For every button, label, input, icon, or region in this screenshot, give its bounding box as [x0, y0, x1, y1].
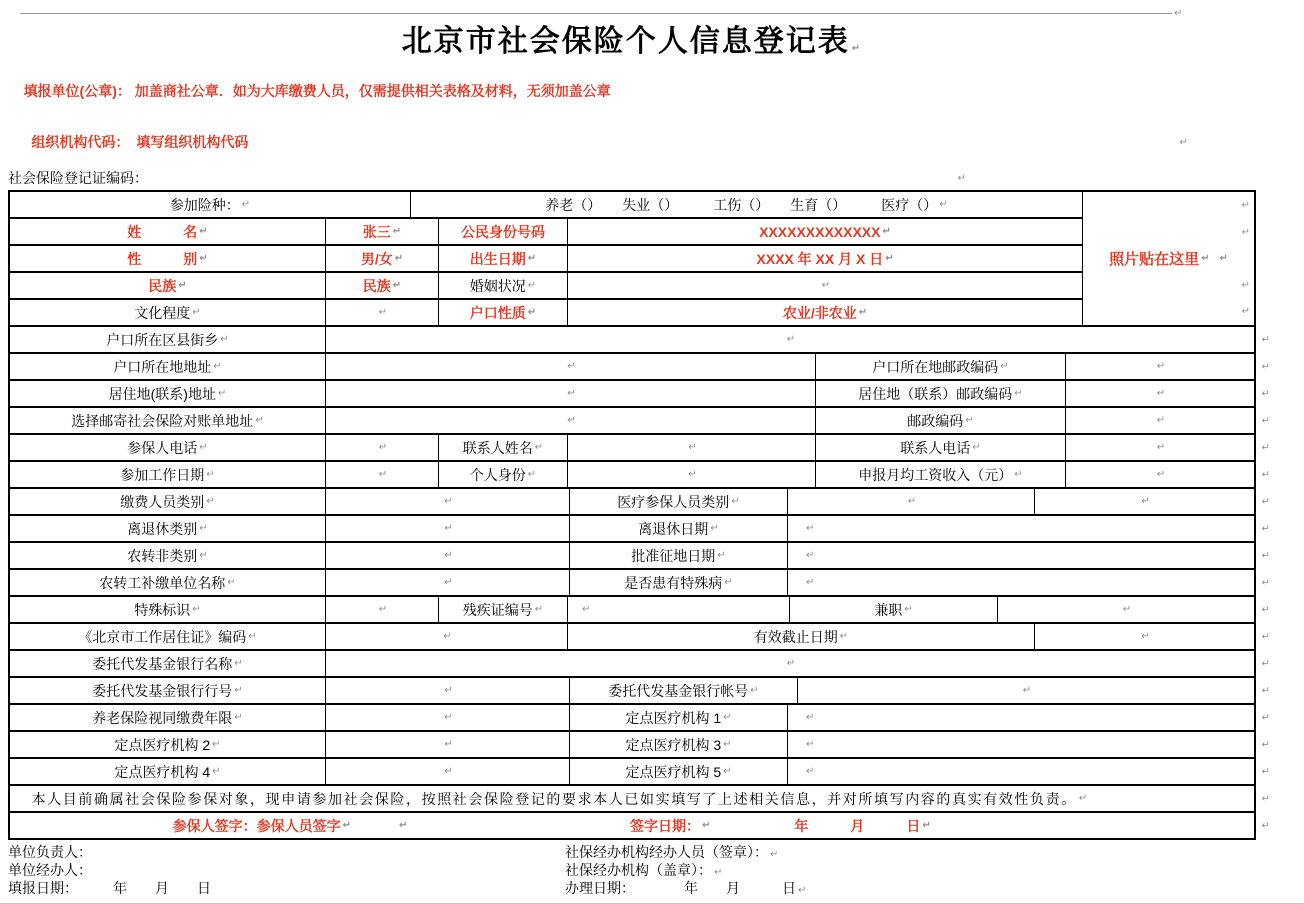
pilcrow-mark: ↵ — [1241, 306, 1250, 317]
valid-until-value[interactable] — [1034, 624, 1254, 649]
pilcrow-mark: ↵ — [1261, 793, 1270, 804]
insurance-types-label: 参加险种： ↵ — [169, 196, 251, 213]
pilcrow-mark: ↵ — [582, 604, 591, 615]
bank-branch-label: 委托代发基金银行行号 ↵ — [92, 682, 243, 699]
pilcrow-mark: ↵ — [1261, 334, 1270, 345]
contact-phone-label: 联系人电话 ↵ — [815, 435, 1065, 460]
registration-no-label: 社会保险登记证编码： — [8, 170, 148, 186]
rural-to-urban-value[interactable] — [325, 543, 569, 568]
gender-row — [10, 244, 1082, 271]
ethnicity-label: 民族 ↵ — [148, 277, 187, 294]
pilcrow-mark: ↵ — [527, 307, 537, 318]
name-row — [10, 217, 1082, 244]
pilcrow-mark: ↵ — [1261, 523, 1270, 534]
mailing-postcode-value[interactable] — [1065, 408, 1254, 433]
special-disease-value[interactable] — [787, 570, 1254, 595]
hospital-4-5-row — [10, 757, 1270, 784]
pilcrow-mark: ↵ — [378, 604, 388, 615]
pilcrow-mark: ↵ — [1141, 496, 1150, 507]
insurance-types-row — [10, 192, 1082, 217]
process-date-label: 办理日期： 年 月 日 ↵ — [565, 880, 807, 896]
pilcrow-mark: ↵ — [972, 442, 981, 453]
bank-name-value[interactable] — [325, 651, 1254, 676]
pilcrow-mark: ↵ — [714, 867, 723, 878]
pilcrow-mark: ↵ — [1201, 253, 1210, 264]
supplement-unit-value[interactable] — [325, 570, 569, 595]
pilcrow-mark: ↵ — [234, 658, 243, 669]
pilcrow-mark: ↵ — [1261, 442, 1270, 453]
valid-until-label: 有效截止日期 ↵ — [567, 624, 1034, 649]
pilcrow-mark: ↵ — [1261, 496, 1270, 507]
pilcrow-mark: ↵ — [192, 307, 201, 318]
pilcrow-mark: ↵ — [1261, 469, 1270, 480]
registration-form-table — [8, 190, 1270, 840]
insured-phone-row — [10, 433, 1270, 460]
pilcrow-mark: ↵ — [534, 604, 544, 615]
hukou-district-value[interactable] — [325, 327, 1254, 352]
pilcrow-mark: ↵ — [199, 442, 208, 453]
pilcrow-mark: ↵ — [1261, 577, 1270, 588]
mailing-address-label: 选择邮寄社会保险对账单地址 ↵ — [71, 412, 264, 429]
pilcrow-mark: ↵ — [806, 766, 815, 777]
special-flag-row — [10, 595, 1270, 622]
work-start-row — [10, 460, 1270, 487]
medical-category-value[interactable] — [787, 489, 1034, 514]
signature-row — [10, 811, 1270, 838]
pilcrow-mark: ↵ — [688, 442, 697, 453]
education-label: 文化程度 ↵ — [134, 304, 201, 321]
medical-category-label: 医疗参保人员类别 ↵ — [569, 489, 787, 514]
pilcrow-mark: ↵ — [839, 631, 849, 642]
pilcrow-mark: ↵ — [444, 766, 453, 777]
pilcrow-mark: ↵ — [241, 199, 251, 210]
pilcrow-mark: ↵ — [885, 253, 894, 264]
marital-status-value[interactable] — [567, 273, 1082, 298]
special-disease-label: 是否患有特殊病 ↵ — [569, 570, 787, 595]
part-time-value[interactable] — [997, 597, 1254, 622]
note-org-code-row — [8, 117, 1188, 168]
hospital-4-value[interactable] — [325, 759, 569, 784]
mailing-postcode-label: 邮政编码 ↵ — [815, 408, 1065, 433]
pilcrow-mark: ↵ — [1000, 361, 1009, 372]
work-permit-row — [10, 622, 1270, 649]
education-row — [10, 298, 1082, 325]
pilcrow-mark: ↵ — [527, 280, 537, 291]
citizen-id-value[interactable]: XXXXXXXXXXXXX ↵ — [567, 219, 1082, 244]
pilcrow-mark: ↵ — [378, 307, 388, 318]
pilcrow-mark: ↵ — [1022, 685, 1032, 696]
pilcrow-mark: ↵ — [957, 173, 966, 184]
special-flag-label: 特殊标识 ↵ — [134, 601, 201, 618]
bank-account-label: 委托代发基金银行帐号 ↵ — [569, 678, 797, 703]
pilcrow-mark: ↵ — [255, 415, 264, 426]
pilcrow-mark: ↵ — [1014, 469, 1023, 480]
pilcrow-mark: ↵ — [394, 253, 404, 264]
pilcrow-mark: ↵ — [1156, 469, 1166, 480]
pilcrow-mark: ↵ — [798, 885, 807, 896]
pilcrow-mark: ↵ — [567, 388, 576, 399]
pilcrow-mark: ↵ — [1261, 739, 1270, 750]
pilcrow-mark: ↵ — [806, 523, 815, 534]
retirement-category-label: 离退休类别 ↵ — [127, 520, 208, 537]
pilcrow-mark: ↵ — [234, 712, 243, 723]
work-permit-label: 《北京市工作居住证》编码 ↵ — [78, 628, 257, 645]
pilcrow-mark: ↵ — [770, 849, 779, 860]
page-title-row — [8, 25, 1256, 66]
pilcrow-mark: ↵ — [750, 685, 759, 696]
residence-address-row — [10, 379, 1270, 406]
residence-postcode-label: 居住地（联系）邮政编码 ↵ — [815, 381, 1065, 406]
hospital-5-value[interactable] — [787, 759, 1254, 784]
monthly-income-label: 申报月均工资收入（元） ↵ — [815, 462, 1065, 487]
unit-handler-label: 单位经办人： — [8, 862, 92, 878]
agency-handler-label: 社保经办机构经办人员（签章）： ↵ — [565, 844, 779, 860]
pilcrow-mark: ↵ — [939, 199, 948, 210]
hukou-postcode-label: 户口所在地邮政编码 ↵ — [815, 354, 1065, 379]
pilcrow-mark: ↵ — [178, 280, 187, 291]
pilcrow-mark: ↵ — [212, 739, 221, 750]
pilcrow-mark: ↵ — [806, 550, 815, 561]
pilcrow-mark: ↵ — [443, 631, 452, 642]
pilcrow-mark: ↵ — [234, 685, 243, 696]
payer-category-label: 缴费人员类别 ↵ — [120, 493, 215, 510]
pilcrow-mark: ↵ — [851, 43, 863, 54]
pilcrow-mark: ↵ — [786, 334, 796, 345]
disability-id-value[interactable] — [567, 597, 789, 622]
pilcrow-mark: ↵ — [1156, 388, 1166, 399]
pilcrow-mark: ↵ — [1122, 604, 1132, 615]
pilcrow-mark: ↵ — [1261, 361, 1270, 372]
declaration-text: 本人目前确属社会保险参保对象，现申请参加社会保险，按照社会保险登记的要求本人已如实填写了上述相关信息，并对所填写内容的真实有效性负责。 ↵ — [31, 790, 1089, 807]
hukou-type-value[interactable]: 农业/非农业 ↵ — [567, 300, 1082, 325]
insurance-types-options[interactable]: 养老（） 失业（） 工伤（） 生育（） 医疗（） ↵ — [410, 192, 1082, 217]
header-rule-row — [20, 8, 1188, 19]
supplement-unit-label: 农转工补缴单位名称 ↵ — [99, 574, 236, 591]
pilcrow-mark: ↵ — [378, 469, 388, 480]
pilcrow-mark: ↵ — [724, 577, 733, 588]
pilcrow-mark: ↵ — [444, 496, 453, 507]
pilcrow-mark: ↵ — [444, 685, 453, 696]
word-page — [0, 8, 1304, 904]
pilcrow-mark: ↵ — [342, 820, 351, 831]
pilcrow-mark: ↵ — [567, 361, 576, 372]
pilcrow-mark: ↵ — [1156, 442, 1166, 453]
name-value[interactable]: 张三 ↵ — [325, 219, 438, 244]
pilcrow-mark: ↵ — [248, 631, 257, 642]
pilcrow-mark: ↵ — [527, 253, 537, 264]
pilcrow-mark: ↵ — [212, 766, 221, 777]
pilcrow-mark: ↵ — [206, 469, 215, 480]
pilcrow-mark: ↵ — [199, 253, 208, 264]
note-org-code-text: 填写组织机构代码 — [136, 134, 249, 150]
pilcrow-mark: ↵ — [199, 523, 208, 534]
pilcrow-mark: ↵ — [392, 280, 402, 291]
pilcrow-mark: ↵ — [1261, 658, 1270, 669]
contact-phone-value[interactable] — [1065, 435, 1254, 460]
pilcrow-mark: ↵ — [199, 550, 208, 561]
ethnicity-value[interactable]: 民族 ↵ — [325, 273, 438, 298]
pilcrow-mark: ↵ — [731, 496, 740, 507]
retirement-date-label: 离退休日期 ↵ — [569, 516, 787, 541]
pilcrow-mark: ↵ — [806, 712, 815, 723]
hospital-2-label: 定点医疗机构 2 ↵ — [114, 736, 221, 753]
pilcrow-mark: ↵ — [1261, 685, 1270, 696]
special-flag-value[interactable] — [325, 597, 438, 622]
contact-name-label: 联系人姓名 ↵ — [438, 435, 567, 460]
bank-name-row — [10, 649, 1270, 676]
hukou-district-row — [10, 325, 1270, 352]
retirement-date-value[interactable] — [787, 516, 1254, 541]
contact-name-value[interactable] — [567, 435, 815, 460]
pilcrow-mark: ↵ — [227, 577, 236, 588]
personal-identity-value[interactable] — [567, 462, 815, 487]
mailing-address-row — [10, 406, 1270, 433]
pilcrow-mark: ↵ — [806, 577, 815, 588]
pilcrow-mark: ↵ — [1141, 631, 1150, 642]
hospital-4-label: 定点医疗机构 4 ↵ — [114, 763, 221, 780]
rural-to-urban-label: 农转非类别 ↵ — [127, 547, 208, 564]
monthly-income-value[interactable] — [1065, 462, 1254, 487]
pilcrow-mark: ↵ — [1174, 8, 1183, 19]
pilcrow-mark: ↵ — [444, 523, 453, 534]
bank-account-value[interactable] — [797, 678, 1254, 703]
hospital-1-label: 定点医疗机构 1 ↵ — [569, 705, 787, 730]
pilcrow-mark: ↵ — [907, 496, 917, 507]
deemed-payment-years-value[interactable] — [325, 705, 569, 730]
deemed-payment-years-label: 养老保险视同缴费年限 ↵ — [92, 709, 243, 726]
pilcrow-mark: ↵ — [534, 442, 544, 453]
pilcrow-mark: ↵ — [1261, 604, 1270, 615]
bank-branch-value[interactable] — [325, 678, 569, 703]
birth-date-value[interactable]: XXXX 年 XX 月 X 日 ↵ — [567, 246, 1082, 271]
pilcrow-mark: ↵ — [206, 496, 215, 507]
work-start-label: 参加工作日期 ↵ — [120, 466, 215, 483]
agency-seal-label: 社保经办机构（盖章）： ↵ — [565, 862, 723, 878]
medical-category-extra[interactable] — [1034, 489, 1254, 514]
residence-address-label: 居住地(联系)地址 ↵ — [108, 385, 227, 402]
pilcrow-mark: ↵ — [1261, 712, 1270, 723]
retirement-category-row — [10, 514, 1270, 541]
pilcrow-mark: ↵ — [723, 712, 732, 723]
hukou-postcode-value[interactable] — [1065, 354, 1254, 379]
hospital-1-value[interactable] — [787, 705, 1254, 730]
land-approval-date-value[interactable] — [787, 543, 1254, 568]
gender-label: 性 别 ↵ — [127, 250, 208, 267]
pilcrow-mark: ↵ — [392, 226, 402, 237]
hospital-3-value[interactable] — [787, 732, 1254, 757]
pilcrow-mark: ↵ — [702, 820, 711, 831]
marital-status-label: 婚姻状况 ↵ — [438, 273, 567, 298]
header-rule — [20, 13, 1172, 14]
deemed-payment-years-row — [10, 703, 1270, 730]
payer-category-value[interactable] — [325, 489, 569, 514]
pilcrow-mark: ↵ — [444, 739, 453, 750]
pilcrow-mark: ↵ — [688, 469, 697, 480]
pilcrow-mark: ↵ — [1261, 550, 1270, 561]
registration-no-row — [8, 170, 966, 187]
fill-date-label: 填报日期： 年 月 日 — [8, 880, 211, 896]
note-fill-unit-text: 加盖商社公章．如为大库缴费人员，仅需提供相关表格及材料，无须加盖公章 — [134, 83, 611, 99]
signature-date[interactable]: 签字日期： ↵ 年 月 日 ↵ — [630, 817, 931, 834]
page-title: 北京市社会保险个人信息登记表 — [401, 25, 850, 58]
pilcrow-mark: ↵ — [1261, 820, 1270, 831]
hukou-district-label: 户口所在区县街乡 ↵ — [106, 331, 229, 348]
work-permit-value[interactable] — [325, 624, 567, 649]
note-fill-unit — [8, 66, 1304, 117]
pilcrow-mark: ↵ — [1156, 361, 1166, 372]
pilcrow-mark: ↵ — [444, 577, 453, 588]
hukou-address-value[interactable] — [325, 354, 815, 379]
hospital-5-label: 定点医疗机构 5 ↵ — [569, 759, 787, 784]
retirement-category-value[interactable] — [325, 516, 569, 541]
bank-name-label: 委托代发基金银行名称 ↵ — [92, 655, 243, 672]
hukou-type-label: 户口性质 ↵ — [438, 300, 567, 325]
pilcrow-mark: ↵ — [444, 550, 453, 561]
residence-address-value[interactable] — [325, 381, 815, 406]
ethnicity-row — [10, 271, 1082, 298]
pilcrow-mark: ↵ — [723, 766, 732, 777]
pilcrow-mark: ↵ — [1261, 766, 1270, 777]
pilcrow-mark: ↵ — [858, 307, 868, 318]
hukou-address-label: 户口所在地地址 ↵ — [113, 358, 222, 375]
photo-placeholder-text: 照片贴在这里 — [1109, 251, 1200, 268]
pilcrow-mark: ↵ — [1261, 631, 1270, 642]
pilcrow-mark: ↵ — [717, 550, 726, 561]
note-fill-unit-label: 填报单位(公章)： — [23, 83, 131, 99]
pilcrow-mark: ↵ — [1241, 200, 1250, 211]
supplement-unit-row — [10, 568, 1270, 595]
photo-cell — [1082, 192, 1254, 325]
hospital-2-3-row — [10, 730, 1270, 757]
insured-signature-label[interactable]: 参保人签字：参保人员签字 ↵ ↵ — [172, 817, 408, 834]
pilcrow-mark: ↵ — [378, 442, 388, 453]
name-label: 姓 名 ↵ — [127, 223, 208, 240]
bank-branch-row — [10, 676, 1270, 703]
pilcrow-mark: ↵ — [710, 523, 719, 534]
pilcrow-mark: ↵ — [213, 361, 222, 372]
pilcrow-mark: ↵ — [567, 415, 576, 426]
disability-id-label: 残疾证编号 ↵ — [438, 597, 567, 622]
part-time-label: 兼职 ↵ — [789, 597, 997, 622]
pilcrow-mark: ↵ — [723, 739, 732, 750]
pilcrow-mark: ↵ — [527, 469, 537, 480]
pilcrow-mark: ↵ — [217, 388, 227, 399]
pilcrow-mark: ↵ — [1219, 253, 1228, 264]
pilcrow-mark: ↵ — [882, 226, 891, 237]
note-org-code-label: 组织机构代码： — [31, 134, 123, 150]
hospital-2-value[interactable] — [325, 732, 569, 757]
pilcrow-mark: ↵ — [1179, 137, 1188, 148]
personal-identity-label: 个人身份 ↵ — [438, 462, 567, 487]
unit-head-label: 单位负责人： — [8, 844, 92, 860]
pilcrow-mark: ↵ — [399, 820, 408, 831]
work-start-value[interactable] — [325, 462, 438, 487]
hukou-address-row — [10, 352, 1270, 379]
residence-postcode-value[interactable] — [1065, 381, 1254, 406]
pilcrow-mark: ↵ — [1261, 415, 1270, 426]
identity-section — [10, 192, 1254, 325]
citizen-id-label: 公民身份号码 — [438, 219, 567, 244]
pilcrow-mark: ↵ — [965, 415, 974, 426]
rural-to-urban-row — [10, 541, 1270, 568]
pilcrow-mark: ↵ — [1241, 279, 1250, 291]
payer-category-row — [10, 487, 1270, 514]
pilcrow-mark: ↵ — [1156, 415, 1166, 426]
pilcrow-mark: ↵ — [220, 334, 229, 345]
mailing-address-value[interactable] — [325, 408, 815, 433]
pilcrow-mark: ↵ — [1078, 793, 1089, 804]
pilcrow-mark: ↵ — [821, 280, 831, 291]
gender-value[interactable]: 男/女 ↵ — [325, 246, 438, 271]
pilcrow-mark: ↵ — [1261, 388, 1270, 399]
insured-phone-label: 参保人电话 ↵ — [127, 439, 208, 456]
insured-phone-value[interactable] — [325, 435, 438, 460]
pilcrow-mark: ↵ — [192, 604, 201, 615]
education-value[interactable] — [325, 300, 438, 325]
hospital-3-label: 定点医疗机构 3 ↵ — [569, 732, 787, 757]
pilcrow-mark: ↵ — [806, 739, 815, 750]
land-approval-date-label: 批准征地日期 ↵ — [569, 543, 787, 568]
footer-section — [8, 843, 1256, 897]
pilcrow-mark: ↵ — [786, 658, 796, 669]
pilcrow-mark: ↵ — [444, 712, 453, 723]
pilcrow-mark: ↵ — [199, 226, 208, 237]
pilcrow-mark: ↵ — [904, 604, 913, 615]
pilcrow-mark: ↵ — [1241, 226, 1250, 238]
pilcrow-mark: ↵ — [922, 820, 931, 831]
pilcrow-mark: ↵ — [1014, 388, 1023, 399]
birth-date-label: 出生日期 ↵ — [438, 246, 567, 271]
declaration-row — [10, 784, 1270, 811]
